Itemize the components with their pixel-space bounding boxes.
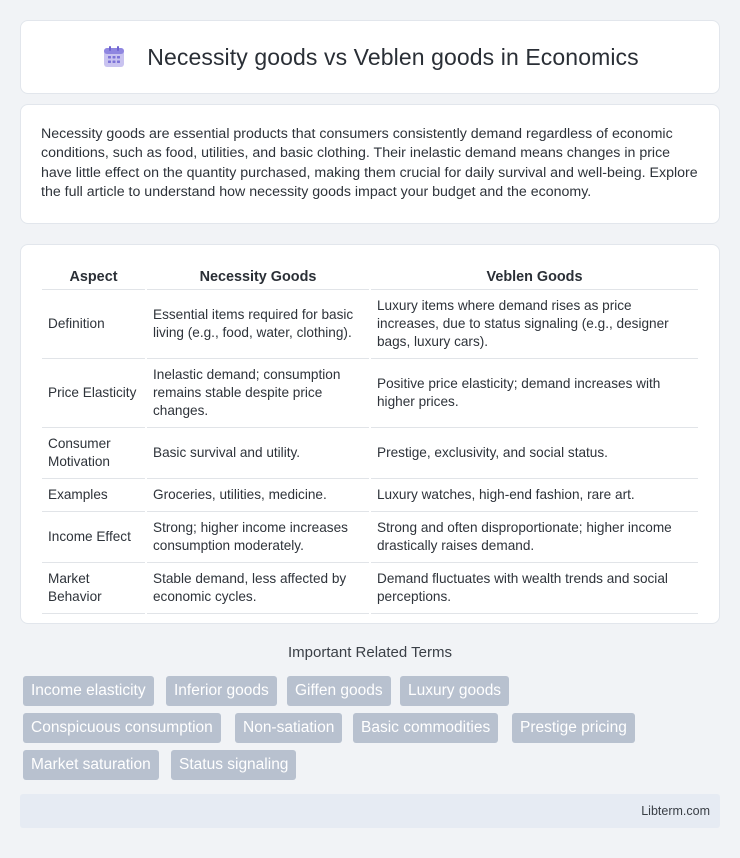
calendar-icon — [101, 44, 127, 70]
page-title: Necessity goods vs Veblen goods in Economics — [147, 43, 639, 70]
row-aspect: Income Effect — [42, 512, 146, 563]
tag-giffen-goods[interactable]: Giffen goods — [287, 676, 391, 706]
row-veblen: Luxury watches, high-end fashion, rare art. — [370, 479, 698, 512]
row-veblen: Positive price elasticity; demand increases with higher prices. — [370, 359, 698, 428]
tag-market-saturation[interactable]: Market saturation — [23, 750, 159, 780]
row-veblen: Luxury items where demand rises as price increases, due to status signaling (e.g., designer bags, luxury cars). — [370, 290, 698, 359]
row-necessity: Strong; higher income increases consumption moderately. — [146, 512, 370, 563]
table-row — [42, 563, 698, 614]
row-veblen: Demand fluctuates with wealth trends and social perceptions. — [370, 563, 698, 614]
intro-text: Necessity goods are essential products that consumers consistently demand regardless of economic conditions, such as food, utilities, and basic clothing. Their inelastic demand means changes in price have little effect on the quantity purchased, making them crucial for daily survival and well-being. Explore the full article to understand how necessity goods impact your budget and the economy. — [41, 126, 698, 201]
tag-conspicuous-consumption[interactable]: Conspicuous consumption — [23, 713, 221, 743]
row-aspect: Price Elasticity — [42, 359, 146, 428]
tag-income-elasticity[interactable]: Income elasticity — [23, 676, 154, 706]
table-row — [42, 359, 698, 428]
tag-status-signaling[interactable]: Status signaling — [171, 750, 296, 780]
row-aspect: Definition — [42, 290, 146, 359]
row-aspect: Examples — [42, 479, 146, 512]
table-row — [42, 479, 698, 512]
footer-site-link[interactable]: Libterm.com — [641, 804, 710, 818]
row-aspect: Consumer Motivation — [42, 428, 146, 479]
table-header-row — [42, 265, 698, 290]
tag-prestige-pricing[interactable]: Prestige pricing — [512, 713, 635, 743]
table-row — [42, 428, 698, 479]
intro-card — [20, 104, 720, 224]
header-necessity: Necessity Goods — [146, 265, 370, 290]
tag-inferior-goods[interactable]: Inferior goods — [166, 676, 277, 706]
row-veblen: Prestige, exclusivity, and social status. — [370, 428, 698, 479]
row-necessity: Groceries, utilities, medicine. — [146, 479, 370, 512]
footer — [20, 794, 720, 828]
row-veblen: Strong and often disproportionate; higher income drastically raises demand. — [370, 512, 698, 563]
header-veblen: Veblen Goods — [370, 265, 698, 290]
row-necessity: Stable demand, less affected by economic cycles. — [146, 563, 370, 614]
table-row — [42, 290, 698, 359]
tag-basic-commodities[interactable]: Basic commodities — [353, 713, 498, 743]
header-aspect: Aspect — [42, 265, 146, 290]
tag-luxury-goods[interactable]: Luxury goods — [400, 676, 509, 706]
header-card — [20, 20, 720, 94]
row-necessity: Essential items required for basic living (e.g., food, water, clothing). — [146, 290, 370, 359]
tag-non-satiation[interactable]: Non-satiation — [235, 713, 342, 743]
row-aspect: Market Behavior — [42, 563, 146, 614]
related-terms-title: Important Related Terms — [288, 644, 452, 661]
table-row — [42, 512, 698, 563]
row-necessity: Basic survival and utility. — [146, 428, 370, 479]
comparison-table — [42, 265, 698, 614]
comparison-card — [20, 244, 720, 624]
row-necessity: Inelastic demand; consumption remains stable despite price changes. — [146, 359, 370, 428]
